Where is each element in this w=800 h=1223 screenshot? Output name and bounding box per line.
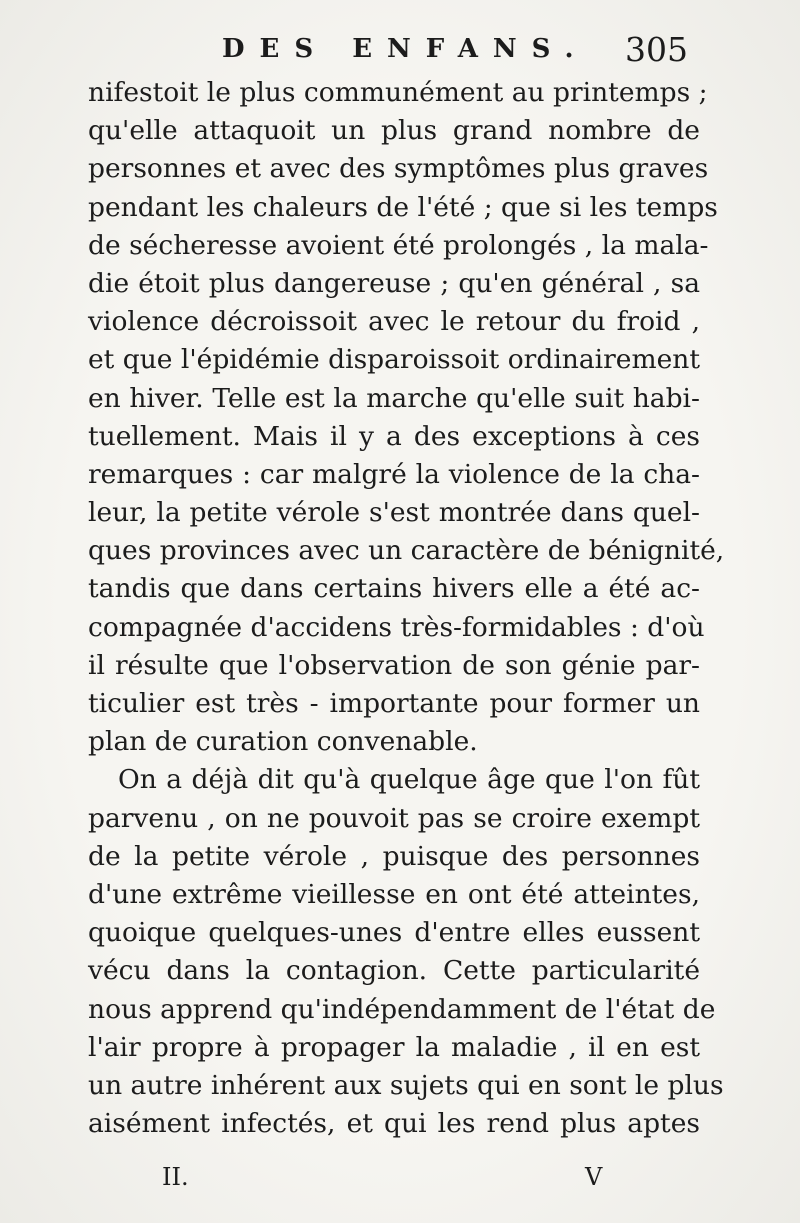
- text-line: qu'elle attaquoit un plus grand nombre de: [88, 115, 700, 147]
- text-line: die étoit plus dangereuse ; qu'en général , sa: [88, 267, 700, 299]
- text-line: un autre inhérent aux sujets qui en sont le plus: [88, 1069, 724, 1101]
- text-line: remarques : car malgré la violence de la cha-: [88, 458, 700, 490]
- text-line: On a déjà dit qu'à quelque âge que l'on fût: [118, 764, 700, 796]
- page-footer: [0, 1163, 800, 1203]
- signature-letter: V: [585, 1163, 603, 1191]
- text-line: d'une extrême vieillesse en ont été atteintes,: [88, 878, 700, 910]
- body-text: [88, 74, 725, 1143]
- text-line: il résulte que l'observation de son génie par-: [88, 649, 700, 681]
- paragraph-2: [88, 761, 724, 1143]
- text-line: tuellement. Mais il y a des exceptions à ces: [88, 420, 700, 452]
- text-line: leur, la petite vérole s'est montrée dans quel-: [88, 497, 700, 529]
- text-line: nifestoit le plus communément au printemps ;: [88, 77, 708, 108]
- text-line: personnes et avec des symptômes plus graves: [88, 153, 709, 185]
- text-line: violence décroissoit avec le retour du froid ,: [88, 306, 700, 338]
- text-line: de la petite vérole , puisque des personnes: [88, 840, 700, 872]
- text-line: aisément infectés, et qui les rend plus aptes: [88, 1108, 700, 1140]
- text-line: tandis que dans certains hivers elle a été ac-: [88, 573, 700, 605]
- paragraph-1: [88, 74, 725, 761]
- text-line: ques provinces avec un caractère de bénignité,: [88, 535, 725, 567]
- text-line: vécu dans la contagion. Cette particularité: [88, 955, 700, 987]
- text-line: pendant les chaleurs de l'été ; que si les temps: [88, 191, 718, 223]
- text-line: l'air propre à propager la maladie , il en est: [88, 1031, 700, 1063]
- text-line: nous apprend qu'indépendamment de l'état de: [88, 993, 716, 1025]
- page-header: [0, 30, 800, 70]
- text-line: de sécheresse avoient été prolongés , la mala-: [88, 229, 709, 261]
- text-line: plan de curation convenable.: [88, 726, 478, 758]
- text-line: parvenu , on ne pouvoit pas se croire exempt: [88, 802, 700, 834]
- text-line: compagnée d'accidens très-formidables : d'où: [88, 611, 705, 643]
- text-line: quoique quelques-unes d'entre elles eussent: [88, 917, 700, 949]
- text-line: ticulier est très - importante pour former un: [88, 688, 700, 719]
- signature-mark: II.: [162, 1163, 189, 1191]
- text-line: en hiver. Telle est la marche qu'elle suit habi-: [88, 382, 700, 414]
- running-head: DES ENFANS.: [222, 34, 589, 64]
- text-line: et que l'épidémie disparoissoit ordinairement: [88, 344, 701, 376]
- page-number: 305: [625, 30, 688, 69]
